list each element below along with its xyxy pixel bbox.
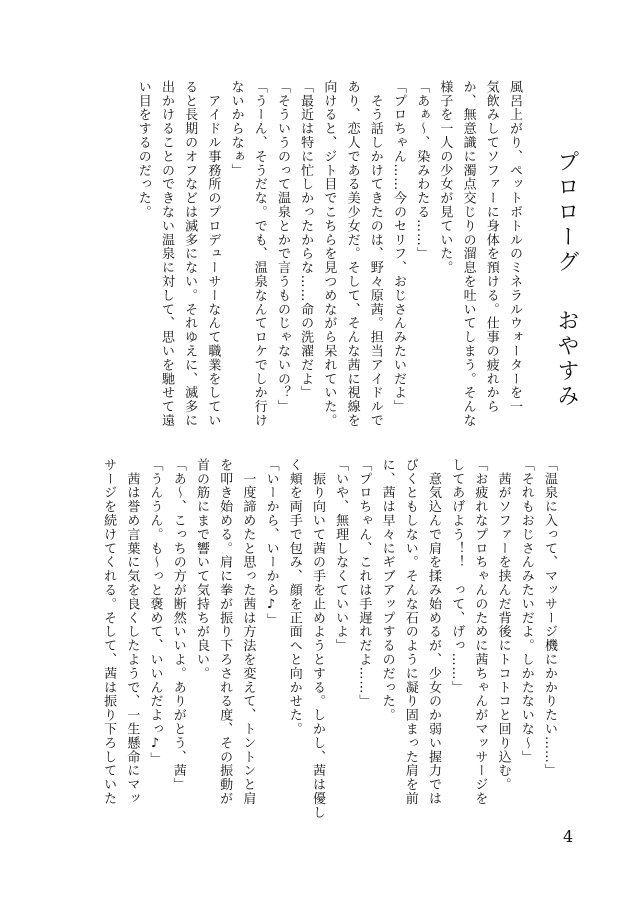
text-line: ないからなぁ」: [228, 80, 244, 178]
text-line: 「うんうん。も〜っと褒めて、いいんだよっ♪」: [147, 458, 163, 766]
text-line: してあげよう！！ って、げっ……」: [449, 458, 465, 695]
chapter-title-sub: おやすみ: [554, 309, 579, 409]
text-line: サージを続けてくれる。そして、茜は振り下ろしていた: [101, 458, 117, 806]
text-line: に、茜は早々にギブアップするのだった。: [379, 458, 395, 723]
text-line: 振り向いて茜の手を止めようとする。しかし、茜は優し: [309, 458, 325, 820]
text-line: 「温泉に入って、マッサージ機にかかりたい……」: [542, 458, 557, 778]
text-line: 「それもおじさんみたいだよ。しかたないな〜」: [518, 458, 534, 764]
text-line: 「お疲れなプロちゃんのために茜ちゃんがマッサージを: [472, 458, 488, 806]
text-line: 「あ〜、こっちの方が断然いいよ。ありがとう、茜」: [170, 458, 186, 792]
text-line: 「最近は特に忙しかったからな……命の洗濯だよ」: [298, 80, 314, 400]
text-line: 風呂上がり、ペットボトルのミネラルウォーターを一: [507, 80, 522, 414]
text-line: びくともしない。そんな石のように凝り固まった肩を前: [402, 458, 418, 806]
page-number: 4: [563, 827, 574, 846]
text-line: 気飲みしてソファーに身体を預ける。仕事の疲れから: [483, 80, 499, 414]
text-line: 「プロちゃん、これは手遅れだよ……」: [356, 458, 372, 709]
text-line: い目をするのだった。: [135, 80, 151, 219]
text-line: 「うーん、そうだな。でも、温泉なんてロケでしか行け: [251, 80, 267, 428]
text-line: そう話しかけてきたのは、野々原茜。担当アイドルで: [367, 80, 383, 428]
text-line: 「あぁ〜、染みわたる……」: [414, 80, 430, 261]
text-line: ると長期のオフなどは滅多にない。それゆえに、滅多に: [182, 80, 198, 428]
text-line: 意気込んで肩を揉み始めるが、少女のか弱い握力では: [425, 458, 441, 806]
text-line: 茜がソファーを挟んだ背後にトコトコと回り込む。: [495, 458, 511, 792]
text-line: 出かけることのできない温泉に対して、思いを馳せて遠: [158, 80, 174, 428]
upper-text-block: [132, 80, 526, 460]
text-line: 「そういうのって温泉とかで言うものじゃないの？」: [274, 80, 290, 414]
text-line: を叩き始める。肩に拳が振り下ろされる度、その振動が: [217, 458, 233, 806]
text-line: か、無意識に濁点交じりの溜息を吐いてしまう。そんな: [460, 80, 476, 428]
text-line: 首の筋にまで響いて気持ちが良い。: [193, 458, 209, 681]
lower-text-block: [97, 458, 561, 820]
text-line: 「プロちゃん……今のセリフ、おじさんみたいだよ」: [390, 80, 406, 414]
chapter-title-main: プロローグ: [554, 150, 579, 275]
text-line: 向けると、ジト目でこちらを見つめながら呆れていた。: [321, 80, 337, 428]
text-line: 様子を一人の少女が見ていた。: [437, 80, 453, 275]
text-line: 「いや、無理しなくていいよ」: [333, 458, 349, 653]
text-line: く頬を両手で包み、顔を正面へと向かせた。: [286, 458, 302, 736]
chapter-title: [553, 150, 579, 409]
text-line: 「いーから、いーから♪」: [263, 458, 279, 627]
text-line: あり、恋人である美少女だ。そして、そんな茜に視線を: [344, 80, 360, 428]
text-line: 茜は誉め言葉に気を良くしたようで、一生懸命にマッ: [124, 458, 140, 806]
text-line: 一度諦めたと思った茜は方法を変えて、トントンと肩: [240, 458, 256, 806]
text-line: アイドル事務所のプロデューサーなんて職業をしてい: [205, 80, 221, 428]
